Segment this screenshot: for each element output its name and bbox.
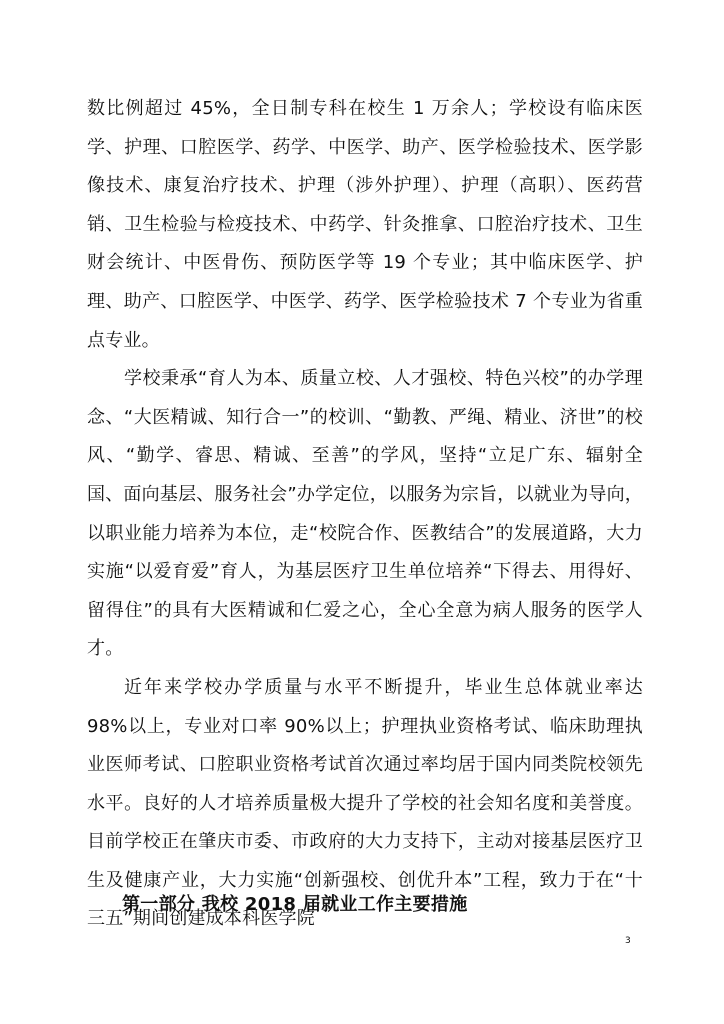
paragraph-school-quality: 近年来学校办学质量与水平不断提升，毕业生总体就业率达 98%以上，专业对口率 90%以上；护理执业资格考试、临床助理执业医师考试、口腔职业资格考试首次通过率均居于国内同类院校领先水平。良好的人才培养质量极大提升了学校的社会知名度和美誉度。目前学校正在肇庆市委、市政府的大力支持下，主动对接基层医疗卫生及健康产业，大力实施“创新强校、创优升本”工程，致力于在“十三五”期间创建成本科医学院: [87, 676, 643, 930]
paragraph-continuation: 数比例超过 45%，全日制专科在校生 1 万余人；学校设有临床医学、护理、口腔医学、药学、中医学、助产、医学检验技术、医学影像技术、康复治疗技术、护理（涉外护理）、护理（高职）、医药营销、卫生检验与检疫技术、中药学、针灸推拿、口腔治疗技术、卫生财会统计、中医骨伤、预防医学等 19 个专业；其中临床医学、护理、助产、口腔医学、中医学、药学、医学检验技术 7 个专业为省重点专业。: [87, 98, 643, 351]
document-body: [87, 90, 643, 939]
page-number: 3: [625, 936, 631, 946]
paragraph-school-philosophy: 学校秉承“育人为本、质量立校、人才强校、特色兴校”的办学理念、“大医精诚、知行合一”的校训、“勤教、严绳、精业、济世”的校风、“勤学、睿思、精诚、至善”的学风，坚持“立足广东、辐射全国、面向基层、服务社会”办学定位，以服务为宗旨，以就业为导向，以职业能力培养为本位，走“校院合作、医教结合”的发展道路，大力实施“以爱育爱”育人，为基层医疗卫生单位培养“下得去、用得好、留得住”的具有大医精诚和仁爱之心，全心全意为病人服务的医学人才。: [87, 368, 643, 660]
section-heading: 第一部分 我校 2018 届就业工作主要措施: [122, 894, 468, 915]
